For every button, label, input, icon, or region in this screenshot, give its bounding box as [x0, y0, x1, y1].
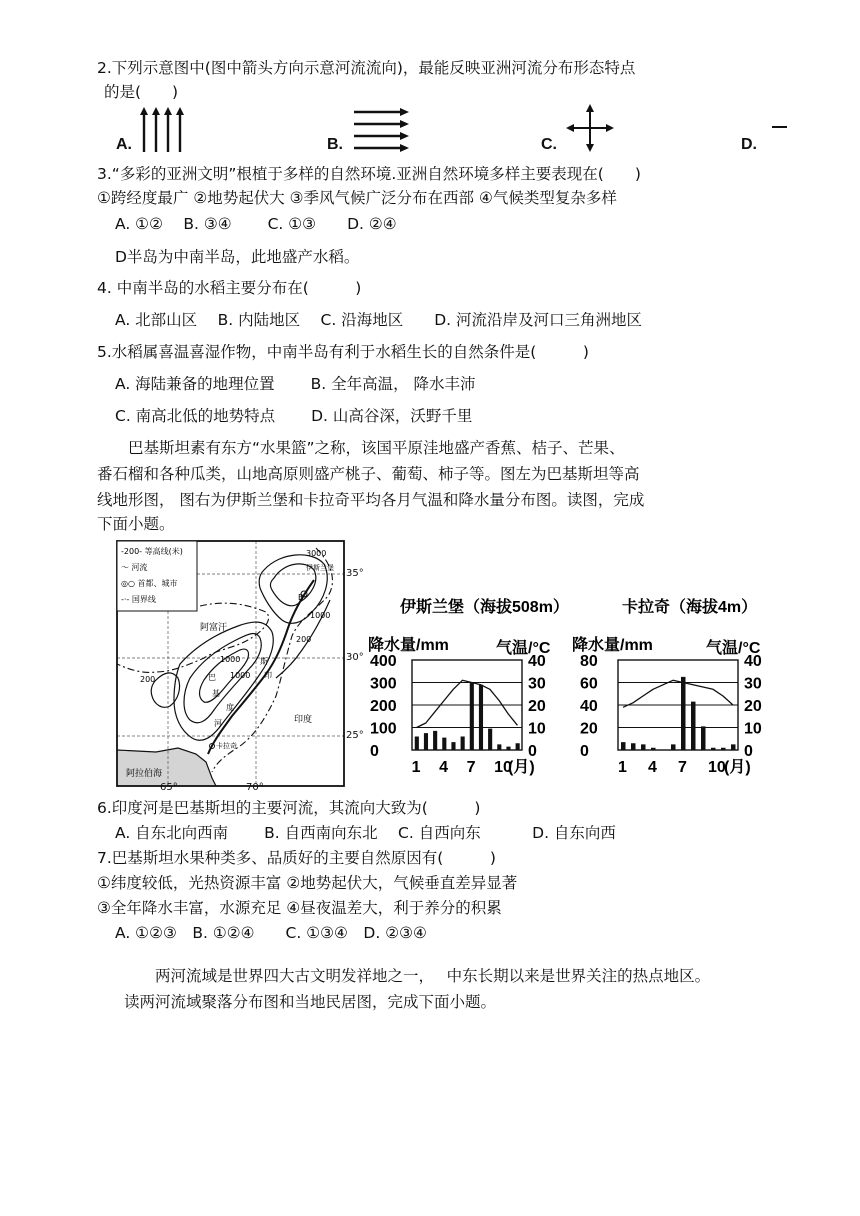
lon-70: 70° [246, 782, 264, 793]
indus-river [208, 580, 314, 754]
chart1-y2tick: 0 [528, 743, 537, 760]
pakistan-passage-line4: 下面小题。 [97, 515, 175, 533]
map-label-indus-2: 印 [264, 671, 272, 680]
q7-item2: ③全年降水丰富，水源充足 ④昼夜温差大，利于养分的积累 [97, 899, 502, 917]
q6-stem: 6.印度河是巴基斯坦的主要河流，其流向大致为( ) [97, 799, 481, 817]
pakistan-contour-map [116, 540, 346, 792]
chart2-y2tick: 20 [744, 698, 762, 715]
lon-65: 65° [160, 782, 178, 793]
map-label-country-1: 巴 [208, 673, 216, 682]
q4-choices: A. 北部山区 B. 内陆地区 C. 沿海地区 D. 河流沿岸及河口三角洲地区 [115, 311, 642, 329]
q7-item1: ①纬度较低，光热资源丰富 ②地势起伏大，气候垂直差异显著 [97, 874, 518, 892]
q3-stem: 3.“多彩的亚洲文明”根植于多样的自然环境.亚洲自然环境多样主要表现在( ) [97, 165, 641, 183]
legend-contour: -200- 等高线(米) [121, 547, 183, 556]
chart2-precip-bar [681, 677, 686, 750]
contour-southwest [151, 673, 179, 707]
chart2-xtick: 1 [618, 759, 627, 776]
chart1-xtick: 10 [494, 759, 512, 776]
map-label-indus-1: 斯 [260, 657, 268, 666]
map-label-indus-3: 度 [226, 703, 234, 712]
q5-choices-row2: C. 南高北低的地势特点 D. 山高谷深，沃野千里 [115, 407, 473, 425]
chart1-precip-bar [516, 743, 520, 750]
chart2-xunit: (月) [724, 759, 751, 776]
q5-stem: 5.水稻属喜温喜湿作物，中南半岛有利于水稻生长的自然条件是( ) [97, 343, 589, 361]
chart1-precip-bar [497, 744, 501, 750]
chart2-ytick: 40 [580, 698, 598, 715]
chart1-y2tick: 20 [528, 698, 546, 715]
q3-choices: A. ①② B. ③④ C. ①③ D. ②④ [115, 215, 397, 233]
chart2-ylabel: 降水量/mm [572, 637, 653, 654]
chart1-precip-bar [451, 742, 455, 750]
chart1-xtick: 1 [411, 759, 421, 776]
chart2-ytick: 60 [580, 675, 598, 693]
chart1-ytick: 100 [370, 720, 397, 738]
chart1-temperature-line [417, 680, 518, 727]
map-label-india: 印度 [294, 715, 313, 725]
q2-option-a-arrows [140, 106, 188, 154]
chart1-precip-bar [461, 737, 465, 751]
city-label-karachi: 卡拉奇 [216, 742, 237, 750]
mideast-passage-line2: 读两河流域聚落分布图和当地民居图，完成下面小题。 [124, 993, 497, 1011]
q2-option-d-line [772, 124, 788, 130]
q7-stem: 7.巴基斯坦水果种类多、品质好的主要自然原因有( ) [97, 849, 496, 867]
lat-30: 30° [346, 652, 364, 663]
q4-stem: 4. 中南半岛的水稻主要分布在( ) [97, 279, 362, 297]
chart1-precip-bar [506, 747, 510, 750]
chart1-ytick: 0 [370, 743, 379, 760]
chart2-precip-bar [691, 702, 696, 750]
chart2-y2tick: 30 [744, 675, 762, 693]
contour-label-1000c: 1000 [230, 671, 251, 680]
pakistan-passage-line1: 巴基斯坦素有东方“水果篮”之称，该国平原洼地盛产香蕉、桔子、芒果、 [97, 439, 625, 457]
q2-option-b-arrows [354, 108, 410, 154]
chart2-ytick: 0 [580, 743, 589, 760]
chart2-y2tick: 0 [744, 743, 753, 760]
q2-option-a-label: A. [116, 136, 132, 153]
q7-choices: A. ①②③ B. ①②④ C. ①③④ D. ②③④ [115, 924, 427, 942]
chart1-precip-bar [415, 737, 419, 751]
map-label-indus-4: 河 [214, 719, 222, 728]
chart2-xtick: 7 [678, 759, 687, 776]
chart1-xunit: (月) [508, 759, 535, 776]
contour-label-1000a: 1000 [310, 611, 331, 620]
q2-option-c-label: C. [541, 136, 557, 153]
map-label-country-2: 基 [212, 689, 220, 698]
chart1-y2tick: 40 [528, 653, 546, 670]
q6-choices: A. 自东北向西南 B. 自西南向东北 C. 自西向东 D. 自东向西 [115, 824, 616, 842]
chart1-y2label: 气温/°C [496, 640, 551, 657]
chart1-xtick: 7 [466, 759, 476, 776]
mideast-passage-line1: 两河流域是世界四大古文明发祥地之一， 中东长期以来是世界关注的热点地区。 [124, 967, 711, 985]
contour-label-200b: 200 [140, 675, 156, 684]
q2-stem-line1: 2.下列示意图中(图中箭头方向示意河流流向)，最能反映亚洲河流分布形态特点 [97, 59, 636, 77]
chart2-xtick: 10 [708, 759, 726, 776]
chart2-y2tick: 40 [744, 653, 762, 670]
q2-option-c-radial-arrows [566, 104, 614, 152]
chart1-y2tick: 30 [528, 675, 546, 693]
chart-karachi [580, 653, 762, 776]
chart-islamabad [370, 653, 546, 776]
chart2-precip-bar [671, 744, 676, 750]
chart2-ytick: 80 [580, 653, 598, 670]
chart2-precip-bar [711, 748, 716, 750]
map-label-afghanistan: 阿富汗 [200, 623, 228, 633]
chart1-ytick: 400 [370, 653, 397, 670]
chart2-precip-bar [701, 726, 706, 750]
map-label-b: B [298, 593, 304, 602]
chart1-ylabel: 降水量/mm [368, 637, 449, 654]
chart1-precip-bar [488, 729, 492, 750]
lat-25: 25° [346, 730, 364, 741]
q2-option-b-label: B. [327, 136, 343, 153]
contour-label-200a: 200 [296, 635, 312, 644]
chart1-precip-bar [442, 738, 446, 750]
q4-q5-intro: D半岛为中南半岛，此地盛产水稻。 [115, 248, 360, 266]
chart1-precip-bar [424, 733, 428, 750]
chart1-ytick: 300 [370, 675, 397, 693]
chart2-y2label: 气温/°C [706, 640, 761, 657]
chart2-temperature-line [623, 680, 733, 707]
q2-option-d-label: D. [741, 136, 757, 153]
contour-label-3000: 3000 [306, 549, 327, 558]
pakistan-passage-line2: 番石榴和各种瓜类，山地高原则盛产桃子、葡萄、柿子等。图左为巴基斯坦等高 [97, 465, 640, 483]
pakistan-passage-line3: 线地形图， 图右为伊斯兰堡和卡拉奇平均各月气温和降水量分布图。读图，完成 [97, 491, 645, 509]
lat-35: 35° [346, 568, 364, 579]
chart1-precip-bar [470, 683, 474, 751]
chart2-precip-bar [631, 743, 636, 750]
chart2-precip-bar [721, 748, 726, 750]
chart1-precip-bar [479, 685, 483, 750]
chart2-precip-bar [621, 742, 626, 750]
chart2-title: 卡拉奇（海拔4m） [622, 599, 758, 616]
chart1-xtick: 4 [439, 759, 448, 776]
chart1-title: 伊斯兰堡（海拔508m） [400, 599, 569, 616]
climate-charts [360, 590, 780, 790]
legend-border: -·- 国界线 [121, 595, 156, 604]
contour-label-1000b: 1000 [220, 655, 241, 664]
chart1-y2tick: 10 [528, 720, 546, 738]
chart2-ytick: 20 [580, 720, 598, 738]
q5-choices-row1: A. 海陆兼备的地理位置 B. 全年高温， 降水丰沛 [115, 375, 476, 393]
chart2-precip-bar [651, 748, 656, 750]
chart2-xtick: 4 [648, 759, 657, 776]
chart1-precip-bar [433, 731, 437, 750]
chart1-ytick: 200 [370, 698, 397, 715]
city-label-islamabad: 伊斯兰堡 [306, 564, 334, 572]
chart2-precip-bar [641, 744, 646, 750]
legend-city: ◎○ 首都、城市 [121, 579, 178, 588]
q2-stem-line2: 的是( ) [104, 83, 179, 101]
legend-river: ～ 河流 [121, 563, 148, 572]
chart2-y2tick: 10 [744, 720, 762, 738]
chart2-precip-bar [731, 744, 736, 750]
map-label-arabian-sea: 阿拉伯海 [126, 769, 163, 779]
q3-items: ①跨经度最广 ②地势起伏大 ③季风气候广泛分布在西部 ④气候类型复杂多样 [97, 189, 617, 207]
